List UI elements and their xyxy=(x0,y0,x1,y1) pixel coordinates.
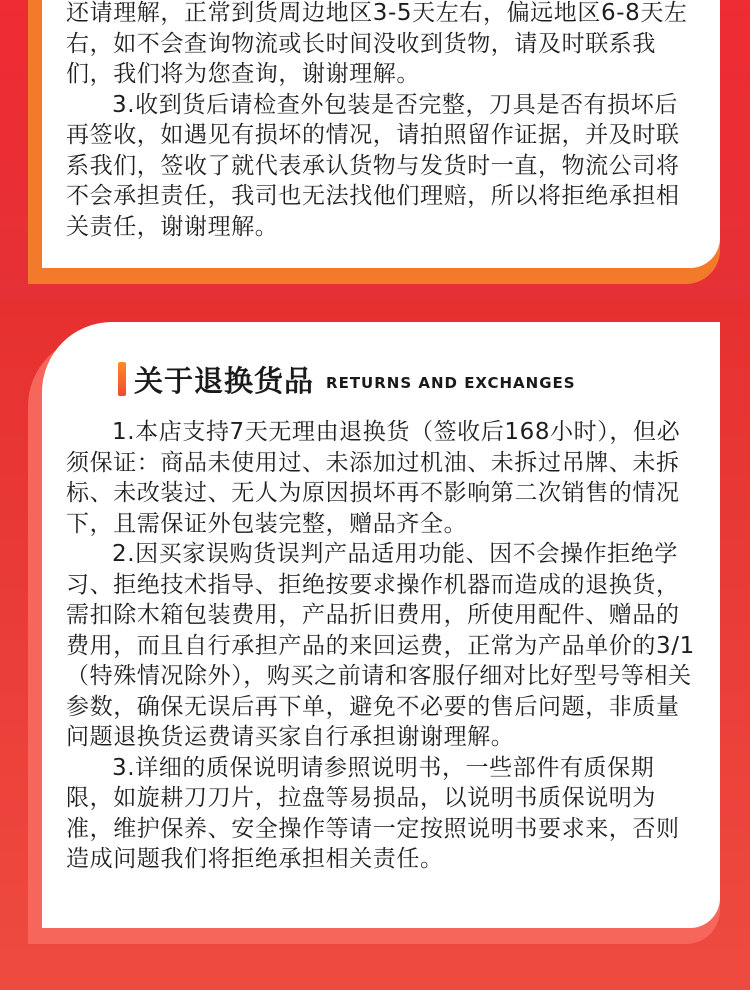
returns-text xyxy=(66,417,698,875)
shipping-paragraph-continued: 还请理解，正常到货周边地区3-5天左右，偏远地区6-8天左右，如不会查询物流或长时间没收到货物，请及时联系我们，我们将为您查询，谢谢理解。 xyxy=(66,0,688,87)
shipping-info-text xyxy=(66,0,698,242)
heading-accent-bar xyxy=(118,362,126,396)
shipping-paragraph-3: 3.收到货后请检查外包装是否完整，刀具是否有损坏后再签收，如遇见有损坏的情况，请拍照留作证据，并及时联系我们，签收了就代表承认货物与发货时一直，物流公司将不会承担责任，我司也无法找他们理赔，所以将拒绝承担相关责任，谢谢理解。 xyxy=(66,91,680,240)
returns-title-en: RETURNS AND EXCHANGES xyxy=(326,374,576,392)
returns-card xyxy=(42,322,720,928)
returns-title-cn: 关于退换货品 xyxy=(134,363,315,398)
returns-heading xyxy=(118,359,576,399)
shipping-info-card xyxy=(42,0,720,268)
returns-paragraph-3: 3.详细的质保说明请参照说明书，一些部件有质保期限，如旋耕刀刀片，拉盘等易损品，以说明书质保说明为准，维护保养、安全操作等请一定按照说明书要求来，否则造成问题我们将拒绝承担相关责任。 xyxy=(66,754,680,872)
returns-paragraph-1: 1.本店支持7天无理由退换货（签收后168小时），但必须保证：商品未使用过、未添加过机油、未拆过吊牌、未拆标、未改装过、无人为原因损坏再不影响第二次销售的情况下，且需保证外包装完整，赠品齐全。 xyxy=(66,419,681,537)
returns-paragraph-2: 2.因买家误购货误判产品适用功能、因不会操作拒绝学习、拒绝技术指导、拒绝按要求操作机器而造成的退换货，需扣除木箱包装费用，产品折旧费用，所使用配件、赠品的费用，而且自行承担产品的来回运费，正常为产品单价的3/1（特殊情况除外），购买之前请和客服仔细对比好型号等相关参数，确保无误后再下单，避免不必要的售后问题，非质量问题退换货运费请买家自行承担谢谢理解。 xyxy=(66,541,695,750)
